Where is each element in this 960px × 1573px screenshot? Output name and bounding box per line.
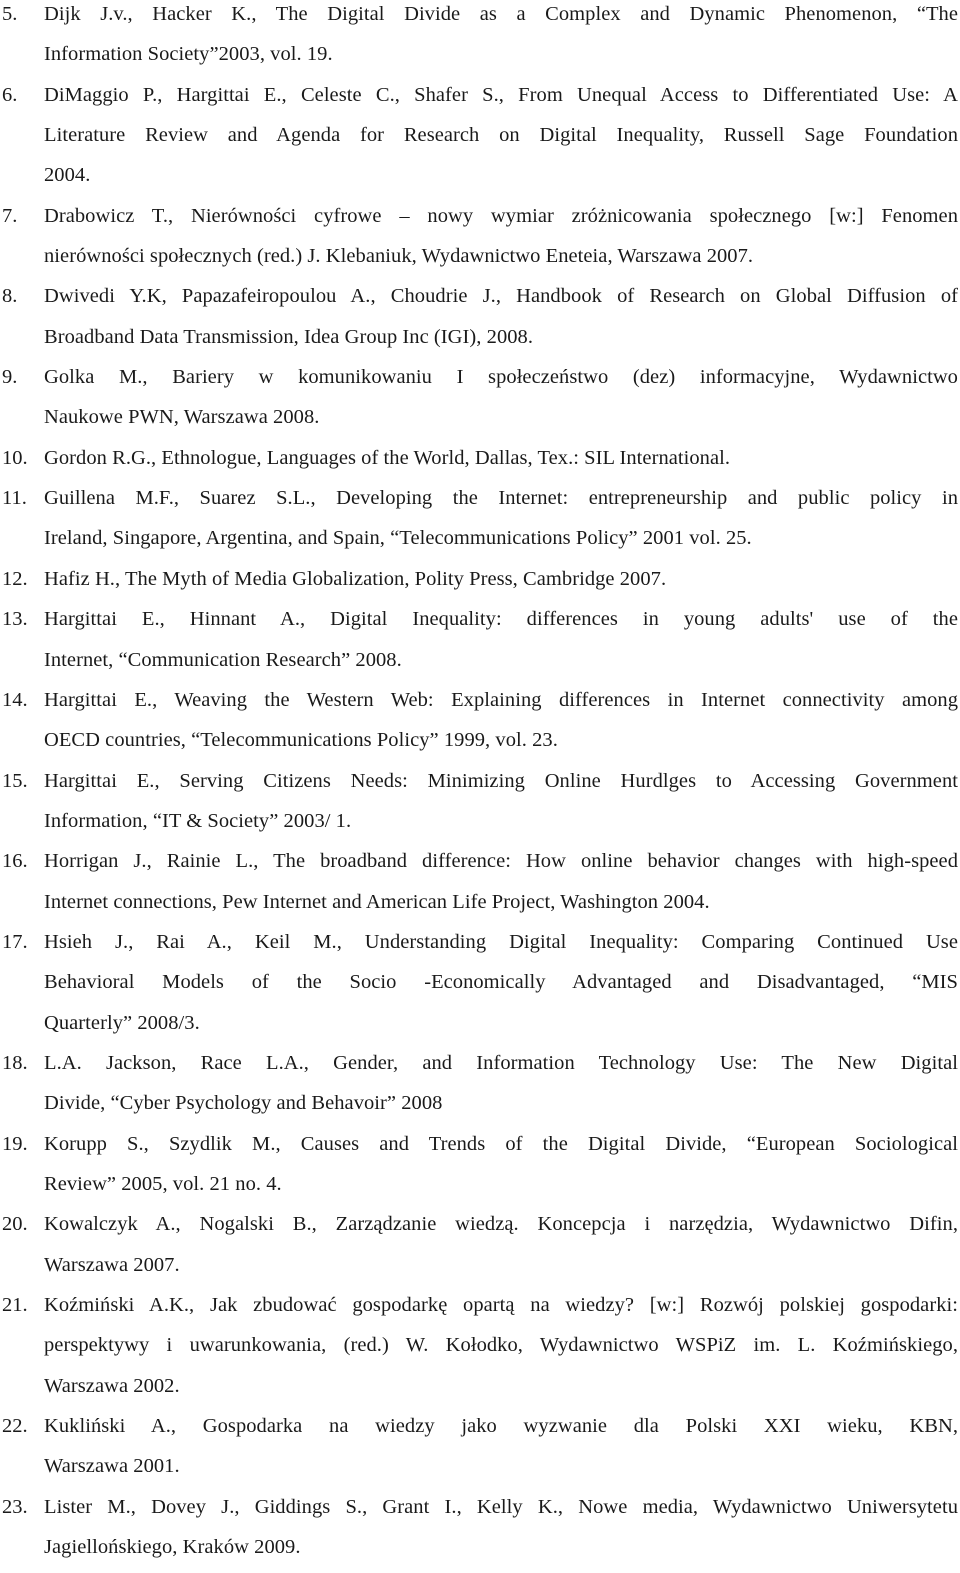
reference-item — [0, 444, 960, 484]
reference-number: 19. — [2, 1132, 28, 1155]
reference-line: Jagiellońskiego, Kraków 2009. — [44, 1536, 301, 1559]
reference-text — [44, 928, 958, 1049]
reference-number: 22. — [2, 1415, 28, 1438]
reference-line: Hargittai E., Hinnant A., Digital Inequality: differences in young adults' use of the — [44, 608, 958, 631]
reference-number: 10. — [2, 446, 28, 469]
reference-item — [0, 1493, 960, 1573]
reference-number: 6. — [2, 83, 18, 106]
reference-line: Internet, “Communication Research” 2008. — [44, 648, 402, 671]
reference-line: Literature Review and Agenda for Research on Digital Inequality, Russell Sage Foundation — [44, 124, 958, 147]
reference-text — [44, 847, 958, 928]
reference-number: 15. — [2, 769, 28, 792]
reference-line: Naukowe PWN, Warszawa 2008. — [44, 406, 320, 429]
reference-number: 17. — [2, 930, 28, 953]
reference-text — [44, 484, 958, 565]
reference-text — [44, 1049, 958, 1130]
reference-item — [0, 767, 960, 848]
reference-text — [44, 444, 958, 484]
reference-number: 14. — [2, 688, 28, 711]
reference-line: Guillena M.F., Suarez S.L., Developing the Internet: entrepreneurship and public policy in — [44, 487, 958, 510]
reference-item — [0, 1049, 960, 1130]
reference-number: 23. — [2, 1495, 28, 1518]
reference-text — [44, 202, 958, 283]
reference-text — [44, 1291, 958, 1412]
reference-line: Drabowicz T., Nierówności cyfrowe – nowy wymiar zróżnicowania społecznego [w:] Fenomen — [44, 204, 958, 227]
reference-line: Behavioral Models of the Socio -Economically Advantaged and Disadvantaged, “MIS — [44, 971, 958, 994]
reference-line: Review” 2005, vol. 21 no. 4. — [44, 1172, 282, 1195]
reference-line: Warszawa 2001. — [44, 1455, 180, 1478]
reference-line: Hargittai E., Serving Citizens Needs: Minimizing Online Hurdlges to Accessing Government — [44, 769, 958, 792]
reference-text — [44, 1412, 958, 1493]
reference-item — [0, 81, 960, 202]
reference-item — [0, 282, 960, 363]
reference-line: Warszawa 2007. — [44, 1253, 180, 1276]
reference-item — [0, 1210, 960, 1291]
reference-text — [44, 686, 958, 767]
reference-number: 7. — [2, 204, 18, 227]
reference-text — [44, 282, 958, 363]
reference-item — [0, 1412, 960, 1493]
reference-item — [0, 605, 960, 686]
reference-item — [0, 363, 960, 444]
reference-number: 16. — [2, 850, 28, 873]
reference-line: Hafiz H., The Myth of Media Globalization, Polity Press, Cambridge 2007. — [44, 567, 667, 590]
reference-item — [0, 686, 960, 767]
reference-line: Internet connections, Pew Internet and American Life Project, Washington 2004. — [44, 890, 710, 913]
reference-text — [44, 1210, 958, 1291]
reference-item — [0, 1291, 960, 1412]
reference-number: 11. — [2, 487, 27, 510]
reference-number: 12. — [2, 567, 28, 590]
reference-number: 8. — [2, 285, 18, 308]
reference-line: Koźmiński A.K., Jak zbudować gospodarkę opartą na wiedzy? [w:] Rozwój polskiej gospodarki: — [44, 1294, 958, 1316]
reference-line: Lister M., Dovey J., Giddings S., Grant I., Kelly K., Nowe media, Wydawnictwo Uniwersytetu — [44, 1495, 958, 1518]
reference-line: Hsieh J., Rai A., Keil M., Understanding Digital Inequality: Comparing Continued Use — [44, 930, 958, 953]
reference-text — [44, 0, 958, 81]
reference-line: Divide, “Cyber Psychology and Behavoir” 2008 — [44, 1092, 443, 1115]
reference-line: OECD countries, “Telecommunications Policy” 1999, vol. 23. — [44, 729, 558, 752]
reference-line: Korupp S., Szydlik M., Causes and Trends of the Digital Divide, “European Sociological — [44, 1132, 958, 1155]
reference-line: Quarterly” 2008/3. — [44, 1011, 200, 1034]
reference-line: Dwivedi Y.K, Papazafeiropoulou A., Choudrie J., Handbook of Research on Global Diffusion of — [44, 285, 958, 308]
reference-line: L.A. Jackson, Race L.A., Gender, and Information Technology Use: The New Digital — [44, 1051, 958, 1074]
reference-line: Golka M., Bariery w komunikowaniu I społeczeństwo (dez) informacyjne, Wydawnictwo — [44, 366, 958, 389]
reference-text — [44, 565, 958, 605]
reference-number: 20. — [2, 1213, 28, 1236]
reference-line: Horrigan J., Rainie L., The broadband difference: How online behavior changes with high-speed — [44, 850, 958, 873]
reference-line: 2004. — [44, 164, 91, 187]
reference-number: 21. — [2, 1294, 28, 1316]
reference-number: 18. — [2, 1051, 28, 1074]
reference-item — [0, 484, 960, 565]
reference-number: 13. — [2, 608, 28, 631]
reference-text — [44, 363, 958, 444]
reference-line: Kowalczyk A., Nogalski B., Zarządzanie wiedzą. Koncepcja i narzędzia, Wydawnictwo Difin, — [44, 1213, 958, 1236]
reference-line: Ireland, Singapore, Argentina, and Spain, “Telecommunications Policy” 2001 vol. 25. — [44, 527, 752, 550]
reference-line: Hargittai E., Weaving the Western Web: Explaining differences in Internet connectivity among — [44, 688, 958, 711]
reference-line: DiMaggio P., Hargittai E., Celeste C., Shafer S., From Unequal Access to Differentiated Use: A — [44, 83, 958, 106]
reference-item — [0, 565, 960, 605]
reference-line: Broadband Data Transmission, Idea Group Inc (IGI), 2008. — [44, 325, 534, 348]
reference-text — [44, 1130, 958, 1211]
reference-line: Kukliński A., Gospodarka na wiedzy jako wyzwanie dla Polski XXI wieku, KBN, — [44, 1415, 958, 1438]
reference-item — [0, 847, 960, 928]
reference-item — [0, 0, 960, 81]
reference-line: Information, “IT & Society” 2003/ 1. — [44, 809, 352, 832]
reference-line: Gordon R.G., Ethnologue, Languages of the World, Dallas, Tex.: SIL International. — [44, 446, 731, 469]
reference-text — [44, 1493, 958, 1573]
reference-text — [44, 605, 958, 686]
reference-text — [44, 81, 958, 202]
reference-item — [0, 928, 960, 1049]
reference-line: Dijk J.v., Hacker K., The Digital Divide as a Complex and Dynamic Phenomenon, “The — [44, 3, 958, 25]
reference-item — [0, 1130, 960, 1211]
reference-number: 9. — [2, 366, 18, 389]
reference-number: 5. — [2, 3, 18, 25]
reference-text — [44, 767, 958, 848]
reference-item — [0, 202, 960, 283]
reference-line: perspektywy i uwarunkowania, (red.) W. Kołodko, Wydawnictwo WSPiZ im. L. Koźmińskiego, — [44, 1334, 958, 1357]
reference-line: Information Society”2003, vol. 19. — [44, 43, 333, 66]
reference-line: nierówności społecznych (red.) J. Klebaniuk, Wydawnictwo Eneteia, Warszawa 2007. — [44, 245, 754, 268]
reference-line: Warszawa 2002. — [44, 1374, 180, 1397]
